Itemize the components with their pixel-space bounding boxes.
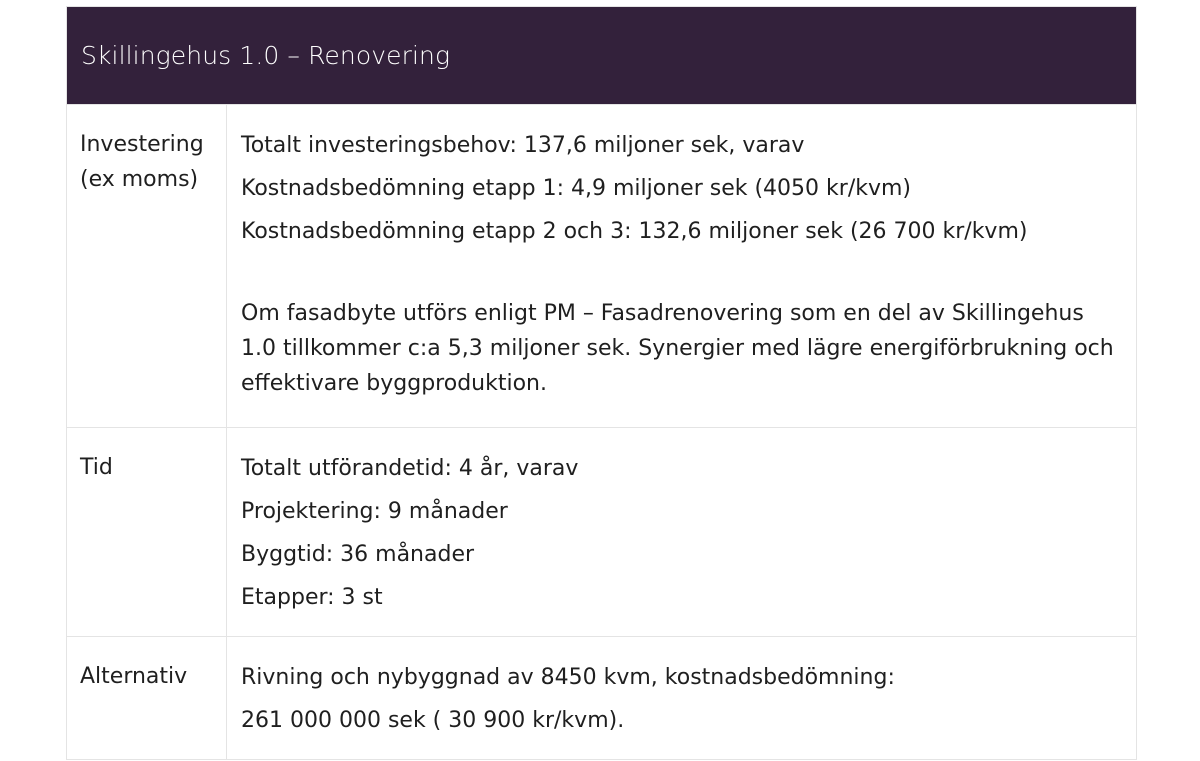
row-content-alternativ xyxy=(227,637,1136,759)
investering-line-etapp-2-3: Kostnadsbedömning etapp 2 och 3: 132,6 miljoner sek (26 700 kr/kvm) xyxy=(241,219,1028,244)
row-content-tid xyxy=(227,428,1136,636)
tid-line-projektering: Projektering: 9 månader xyxy=(241,499,508,524)
row-label-tid: Tid xyxy=(67,428,227,636)
investering-line-total: Totalt investeringsbehov: 137,6 miljoner sek, varav xyxy=(241,133,805,158)
table-row-alternativ xyxy=(67,636,1136,759)
alternativ-line-rivning: Rivning och nybyggnad av 8450 kvm, kostnadsbedömning: xyxy=(241,665,895,690)
tid-line-byggtid: Byggtid: 36 månader xyxy=(241,542,475,567)
row-label-alternativ: Alternativ xyxy=(67,637,227,759)
investering-line-etapp-1: Kostnadsbedömning etapp 1: 4,9 miljoner sek (4050 kr/kvm) xyxy=(241,176,912,201)
table-title: Skillingehus 1.0 – Renovering xyxy=(81,41,451,70)
tid-line-total: Totalt utförandetid: 4 år, varav xyxy=(241,456,579,481)
row-content-investering xyxy=(227,105,1136,427)
row-label-investering: Investering (ex moms) xyxy=(67,105,227,427)
table-row-tid xyxy=(67,427,1136,636)
table-header xyxy=(67,7,1136,104)
table-row-investering xyxy=(67,104,1136,427)
investering-paragraph-fasad: Om fasadbyte utförs enligt PM – Fasadrenovering som en del av Skillingehus 1.0 tillkommer c:a 5,3 miljoner sek. Synergier med lägre energiförbrukning och effektivare byggproduktion. xyxy=(241,301,1114,396)
project-summary-table xyxy=(66,6,1137,760)
alternativ-line-kostnad: 261 000 000 sek ( 30 900 kr/kvm). xyxy=(241,708,625,733)
tid-line-etapper: Etapper: 3 st xyxy=(241,585,383,610)
